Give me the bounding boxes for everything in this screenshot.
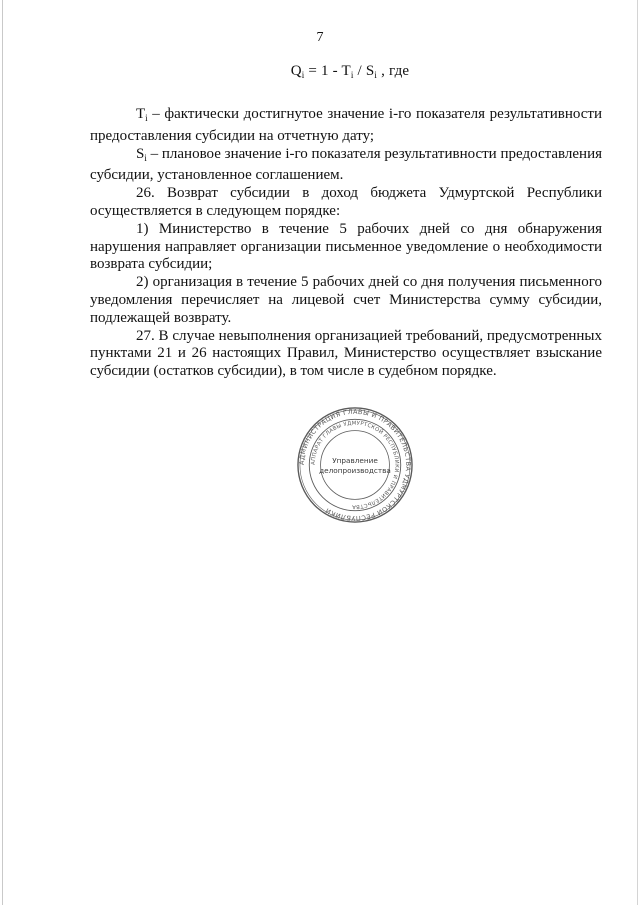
definition-s	[90, 146, 602, 186]
formula-tail: , где	[377, 63, 410, 79]
paragraph-26-item-1: 1) Министерство в течение 5 рабочих дней со дня обнаружения нарушения направляет организации письменное уведомление о необходимости возврата субсидии;	[90, 220, 602, 273]
definition-t	[90, 106, 602, 146]
stamp-seal-icon	[296, 406, 414, 524]
definition-t-text: – фактически достигнутое значение i-го показателя результативности предоставления субсидии на отчетную дату;	[90, 106, 602, 144]
formula-t-sub: i	[350, 70, 354, 80]
definition-s-symbol: S	[136, 145, 145, 162]
formula-q-sub: i	[301, 70, 305, 80]
paragraph-26-item-2: 2) организация в течение 5 рабочих дней со дня получения письменного уведомления перечисляет на лицевой счет Министерства сумму субсидии, подлежащей возврату.	[90, 274, 602, 326]
body-text	[90, 106, 602, 381]
stamp-outer-text: АДМИНИСТРАЦИЯ ГЛАВЫ И ПРАВИТЕЛЬСТВА УДМУРТСКОЙ РЕСПУБЛИКИ	[297, 407, 413, 523]
stamp-center-line2: делопроизводства	[319, 465, 391, 475]
stamp-center-line1: Управление	[332, 456, 378, 466]
formula-s-sub: i	[374, 70, 378, 80]
formula-eq: = 1 - T	[304, 63, 351, 79]
official-stamp	[296, 406, 414, 524]
definition-s-sub: i	[144, 152, 147, 163]
definition-t-sub: i	[145, 113, 148, 123]
stamp-inner-text: АППАРАТ ГЛАВЫ УДМУРТСКОЙ РЕСПУБЛИКИ И ПРАВИТЕЛЬСТВА	[310, 420, 400, 510]
definition-t-symbol: T	[136, 106, 146, 122]
scan-edge-left	[2, 0, 3, 905]
formula	[0, 63, 640, 80]
paragraph-26: 26. Возврат субсидии в доход бюджета Удмуртской Республики осуществляется в следующем порядке:	[90, 185, 602, 219]
scan-edge-right	[637, 0, 638, 905]
page-number: 7	[316, 30, 324, 45]
definition-s-text: – плановое значение i-го показателя результативности предоставления субсидии, установленное соглашением.	[90, 145, 602, 184]
formula-q: Q	[290, 63, 302, 79]
paragraph-27: 27. В случае невыполнения организацией требований, предусмотренных пунктами 21 и 26 настоящих Правил, Министерство осуществляет взыскание субсидии (остатков субсидии), в том числе в судебном порядке.	[90, 327, 602, 380]
formula-div: / S	[353, 63, 375, 79]
